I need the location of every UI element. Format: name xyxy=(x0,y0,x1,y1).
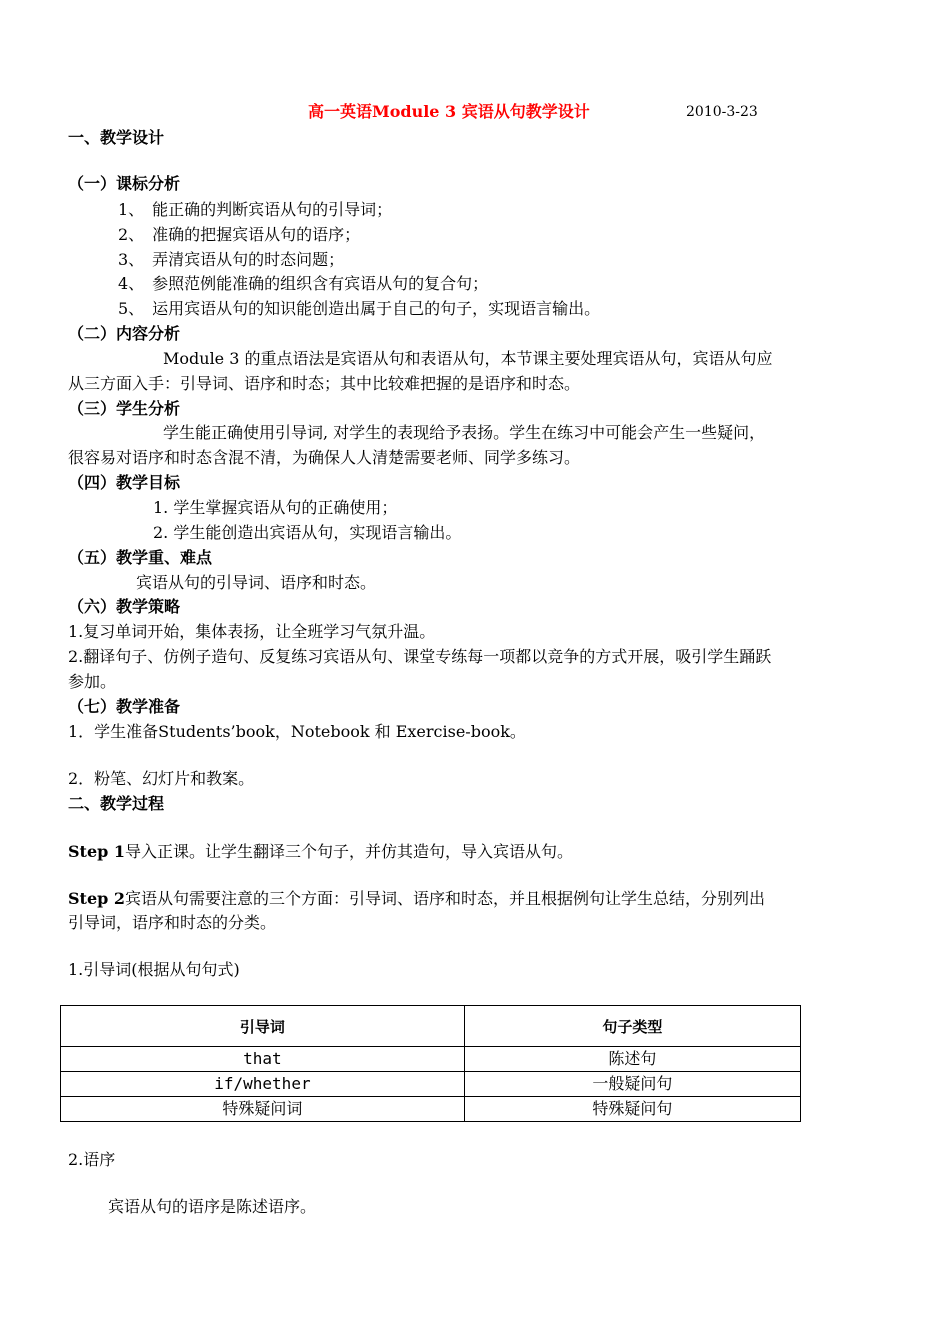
table-header-row xyxy=(61,1006,801,1047)
table-row xyxy=(61,1072,801,1097)
section1-item-3: 3、 弄清宾语从句的时态问题； xyxy=(118,250,345,269)
section1-item-2: 2、 准确的把握宾语从句的语序； xyxy=(118,225,361,244)
table-header-introducer: 引导词 xyxy=(61,1006,465,1047)
section1-item-4: 4、 参照范例能准确的组织含有宾语从句的复合句； xyxy=(118,274,489,293)
section6-line-1: 1.复习单词开始，集体表扬，让全班学习气氛升温。 xyxy=(68,622,436,641)
step1-paragraph xyxy=(68,840,573,864)
table-header-sentence-type: 句子类型 xyxy=(464,1006,800,1047)
section6-heading: （六）教学策略 xyxy=(68,597,181,616)
section1-item-5: 5、 运用宾语从句的知识能创造出属于自己的句子，实现语言输出。 xyxy=(118,299,601,318)
part2-heading: 二、教学过程 xyxy=(68,794,165,813)
step1-text: 导入正课。让学生翻译三个句子，并仿其造句，导入宾语从句。 xyxy=(125,842,574,861)
section5-line-1: 宾语从句的引导词、语序和时态。 xyxy=(136,573,377,592)
section4-item-1: 1. 学生掌握宾语从句的正确使用； xyxy=(153,498,398,517)
section3-line-2: 很容易对语序和时态含混不清，为确保人人清楚需要老师、同学多练习。 xyxy=(68,448,581,467)
table-cell: that xyxy=(61,1047,465,1072)
part1-heading: 一、教学设计 xyxy=(68,128,165,147)
section4-heading: （四）教学目标 xyxy=(68,473,181,492)
step1-label: Step 1 xyxy=(68,842,126,861)
step2-paragraph xyxy=(68,887,765,911)
table-cell: if/whether xyxy=(61,1072,465,1097)
section6-line-2: 2.翻译句子、仿例子造句、反复练习宾语从句、课堂专练每一项都以竞争的方式开展，吸引学生踊跃 xyxy=(68,647,772,666)
table-cell: 特殊疑问词 xyxy=(61,1097,465,1122)
document-title: 高一英语Module 3 宾语从句教学设计 xyxy=(308,102,590,121)
table-row xyxy=(61,1097,801,1122)
step2-label: Step 2 xyxy=(68,889,126,908)
table-cell: 一般疑问句 xyxy=(464,1072,800,1097)
subsection1-heading: 1.引导词(根据从句句式) xyxy=(68,960,240,979)
section2-line-2: 从三方面入手：引导词、语序和时态；其中比较难把握的是语序和时态。 xyxy=(68,374,581,393)
subsection2-heading: 2.语序 xyxy=(68,1150,116,1169)
section2-line-1: Module 3 的重点语法是宾语从句和表语从句，本节课主要处理宾语从句，宾语从句应 xyxy=(163,349,773,368)
step2-text: 宾语从句需要注意的三个方面：引导词、语序和时态，并且根据例句让学生总结，分别列出 xyxy=(125,889,766,908)
section7-heading: （七）教学准备 xyxy=(68,697,181,716)
subsection2-text: 宾语从句的语序是陈述语序。 xyxy=(108,1197,317,1216)
section7-line-2: 2．粉笔、幻灯片和教案。 xyxy=(68,769,255,788)
section7-line-1: 1．学生准备Students’book，Notebook 和 Exercise-book。 xyxy=(68,722,526,741)
introducer-table xyxy=(60,1005,801,1122)
section3-line-1: 学生能正确使用引导词, 对学生的表现给予表扬。学生在练习中可能会产生一些疑问， xyxy=(163,423,766,442)
section5-heading: （五）教学重、难点 xyxy=(68,548,213,567)
document-date: 2010-3-23 xyxy=(686,104,758,120)
section2-heading: （二）内容分析 xyxy=(68,324,181,343)
table-cell: 陈述句 xyxy=(464,1047,800,1072)
section1-item-1: 1、 能正确的判断宾语从句的引导词； xyxy=(118,200,393,219)
section4-item-2: 2. 学生能创造出宾语从句，实现语言输出。 xyxy=(153,523,462,542)
section3-heading: （三）学生分析 xyxy=(68,399,181,418)
table-row xyxy=(61,1047,801,1072)
section6-line-3: 参加。 xyxy=(68,672,117,691)
table-cell: 特殊疑问句 xyxy=(464,1097,800,1122)
step2-line-2: 引导词，语序和时态的分类。 xyxy=(68,913,277,932)
section1-heading: （一）课标分析 xyxy=(68,174,181,193)
